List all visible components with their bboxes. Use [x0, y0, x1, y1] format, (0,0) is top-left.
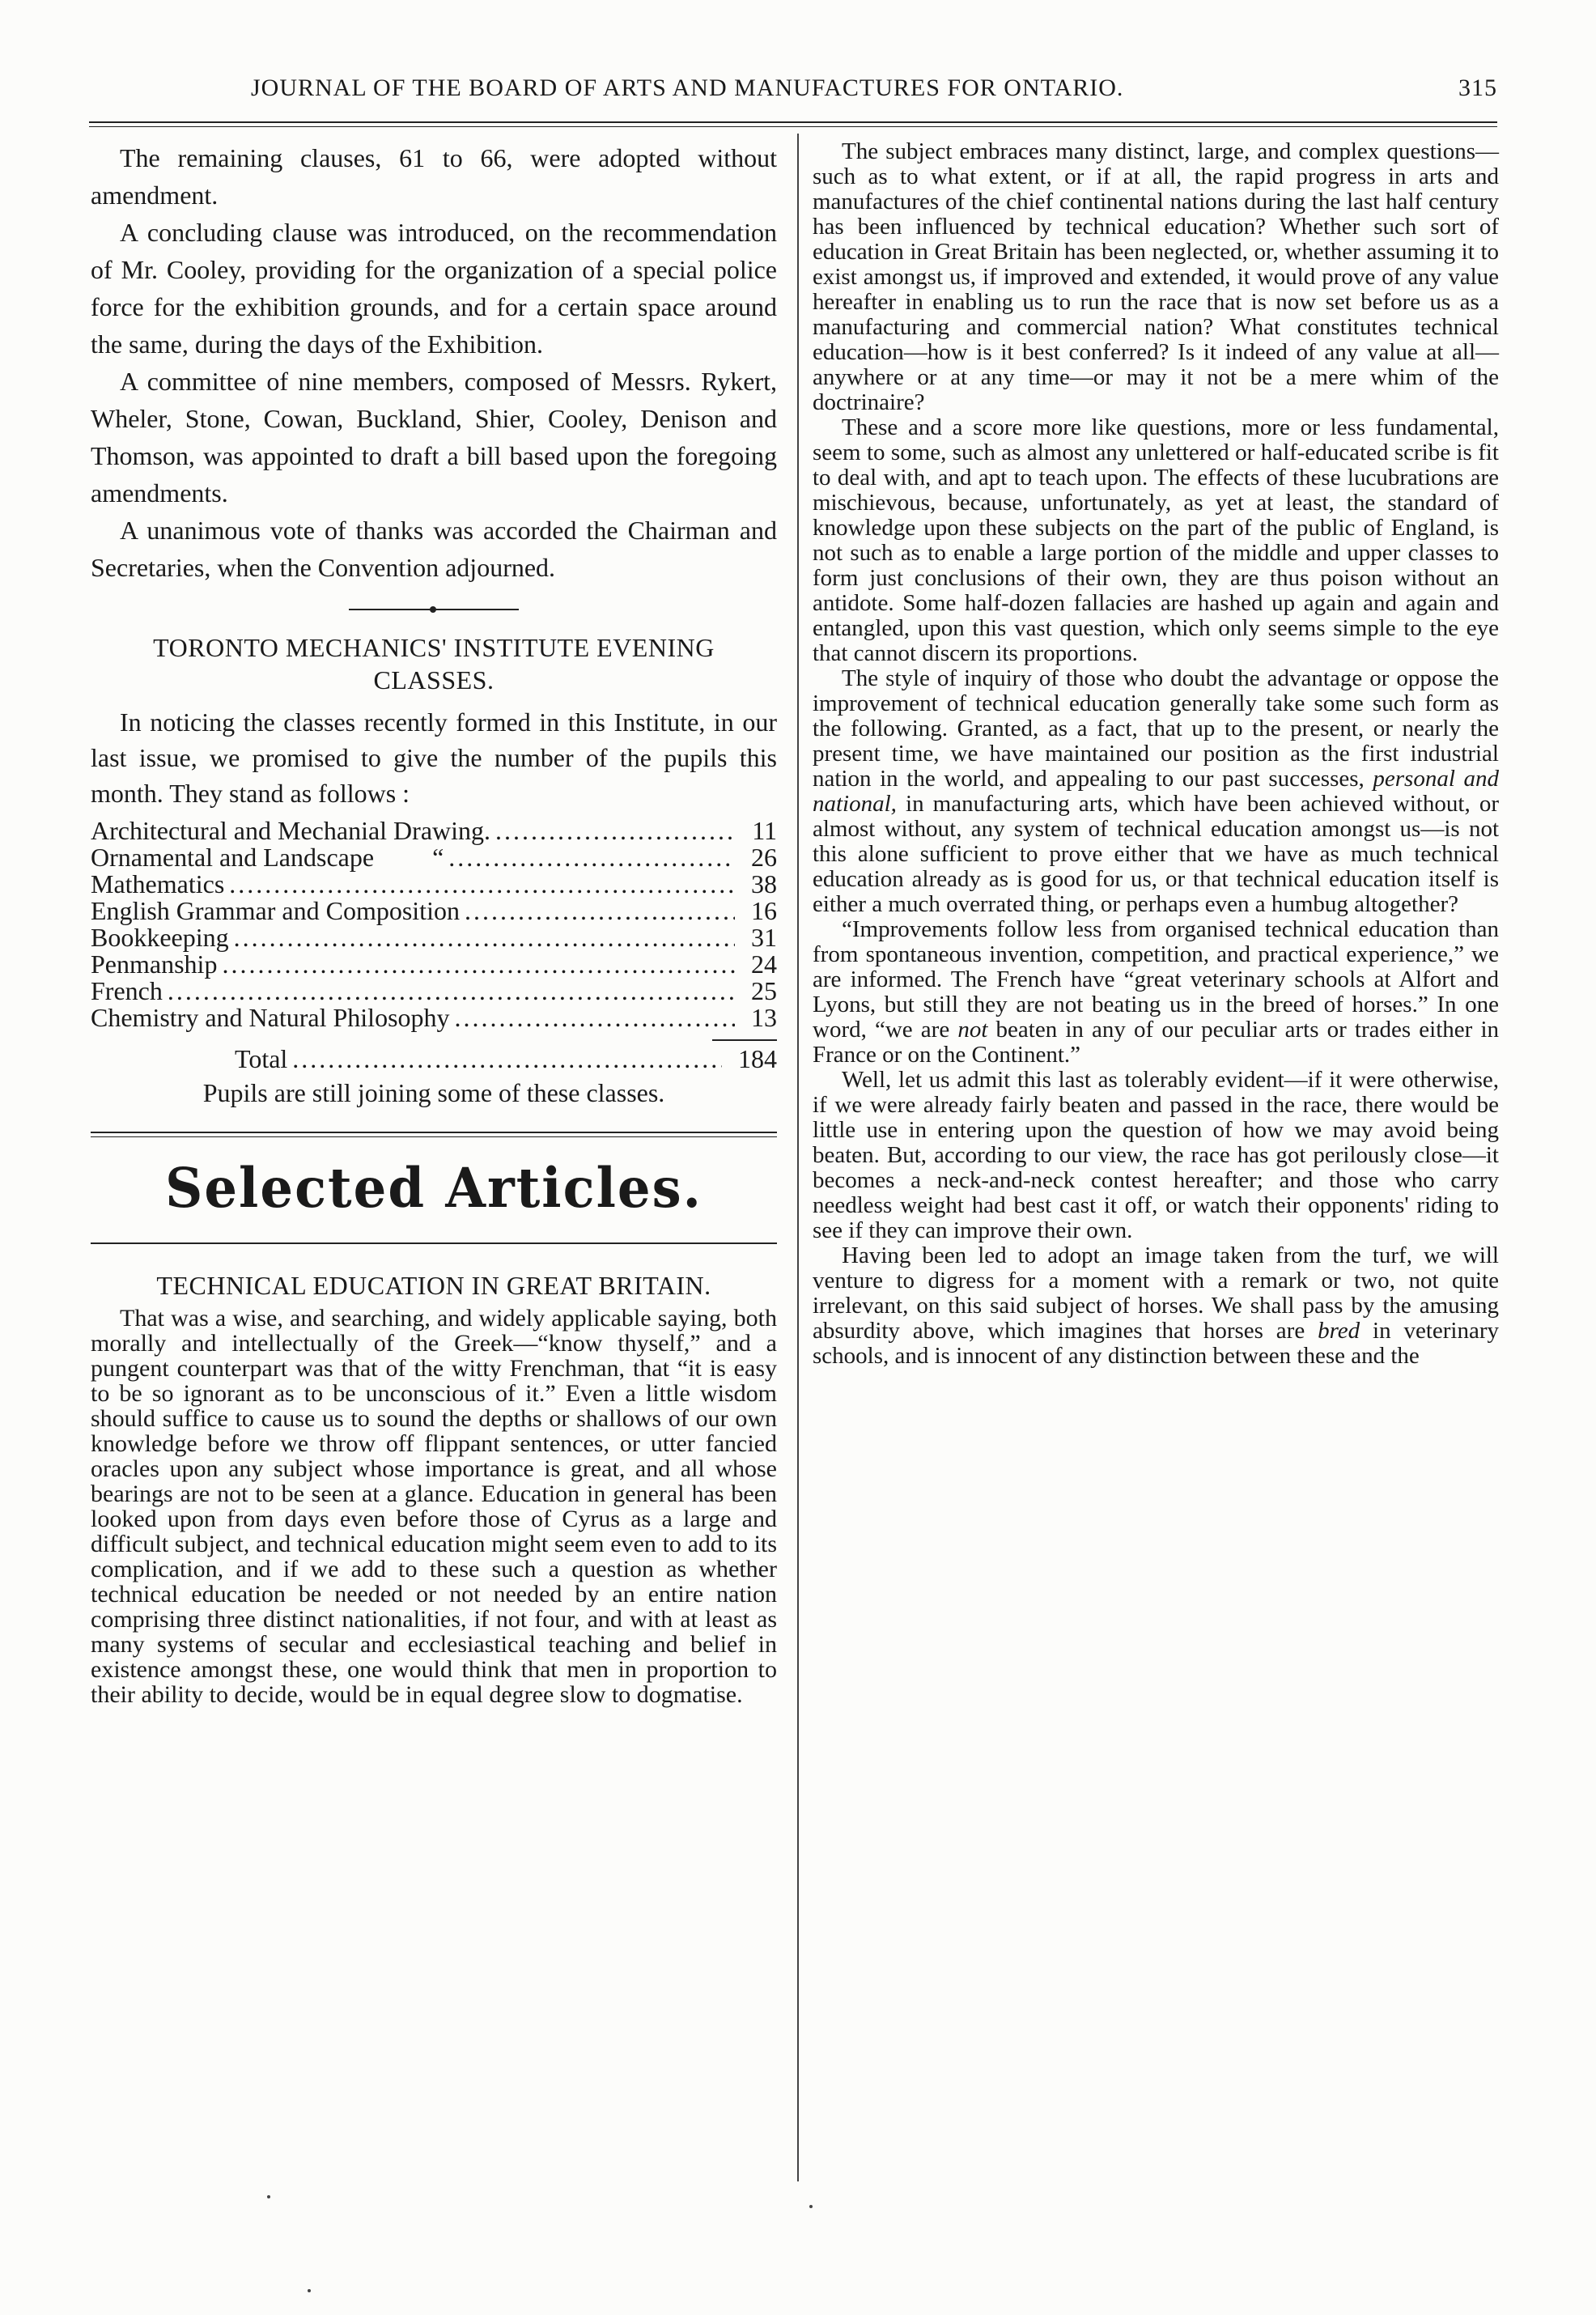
article-body [91, 1306, 777, 1707]
paragraph: These and a score more like questions, more or less fundamental, seem to some, such as almost any unlettered or half-educated scribe is fit to deal with, and apt to teach upon. The effects of these lucubrations are mischievous, because, unfortunately, as yet at least, the standard of knowledge upon these subjects on the part of the public of England, is not such as to enable a large portion of the middle and upper classes to form just conclusions of their own, they are thus poison without an antidote. Some half-dozen fallacies are hashed up again and again and entangled, upon this vast question, which only seems simple to the eye that cannot discern its proportions. [813, 414, 1499, 666]
class-count: 16 [751, 896, 777, 925]
class-name: Architectural and Mechanial Drawing. [91, 816, 491, 845]
paragraph [813, 917, 1499, 1068]
leader-dots [168, 978, 735, 1005]
italic-run: personal and national, [813, 766, 1499, 817]
class-name: Mathematics [91, 869, 225, 898]
left-column [91, 139, 777, 1707]
paragraph: The remaining clauses, 61 to 66, were adopted without amendment. [91, 143, 777, 210]
total-row [91, 1044, 777, 1073]
class-row [91, 1005, 777, 1031]
text-run: “Improvements follow less from organised technical education than from spontaneous invention, competition, and practical experience,” we are informed. The French have “great veterinary schools at Alfort and Lyons, but still they are not beating us in the breed of horses.” In one word, “we are [813, 916, 1499, 1043]
classes-note: Pupils are still joining some of these classes. [202, 1078, 665, 1107]
print-speck [267, 2195, 270, 2198]
class-name: Bookkeeping [91, 923, 229, 952]
institute-heading: TORONTO MECHANICS' INSTITUTE EVENING CLASSES. [153, 633, 715, 694]
class-row [91, 818, 777, 844]
print-speck [809, 2205, 813, 2208]
class-count: 38 [751, 869, 777, 898]
italic-run: not [957, 1017, 988, 1043]
class-name: French [91, 976, 163, 1005]
leader-dots [465, 898, 735, 924]
class-row [91, 978, 777, 1005]
leader-dots [292, 1044, 722, 1073]
class-row [91, 924, 777, 951]
class-count: 25 [751, 976, 777, 1005]
paragraph: A unanimous vote of thanks was accorded the Chairman and Secretaries, when the Convention adjourned. [91, 516, 777, 582]
class-count: 11 [752, 816, 777, 845]
paragraph: A committee of nine members, composed of Messrs. Rykert, Wheler, Stone, Cowan, Buckland, Shier, Cooley, Denison and Thomson, was appointed to draft a bill based upon the foregoing amendments. [91, 367, 777, 508]
right-column [813, 139, 1499, 1369]
paragraph: A concluding clause was introduced, on the recommendation of Mr. Cooley, providing for the organization of a special police force for the exhibition grounds, and for a certain space around the same, during the days of the Exhibition. [91, 218, 777, 359]
paragraph: Well, let us admit this last as tolerably evident—if it were otherwise, if we were already fairly beaten and passed in the race, there would be little use in entering upon the question of how we may avoid being beaten. But, according to our view, the race has got perilously close—it becomes a neck-and-neck contest hereafter; and those who carry needless weight had best cast it off, or watch their opponents' riding to see if they can improve their own. [813, 1067, 1499, 1243]
class-count: 24 [751, 949, 777, 979]
class-count: 26 [751, 843, 777, 872]
section-separator [349, 609, 519, 610]
total-value: 184 [738, 1044, 777, 1073]
leader-dots [234, 924, 735, 951]
selected-articles-banner: Selected Articles. [165, 1157, 702, 1221]
text-run: The style of inquiry of those who doubt the advantage or oppose the improvement of technical education generally take some such form as the following. Granted, as a fact, that up to the present, or nearly the present time, we have maintained our position as the first industrial nation in the world, and appealing to our past successes, [813, 665, 1499, 792]
class-name: Penmanship [91, 949, 218, 979]
leader-dots [455, 1005, 735, 1031]
paragraph [813, 1243, 1499, 1369]
class-row [91, 844, 777, 871]
class-count: 13 [751, 1003, 777, 1032]
text-run: Having been led to adopt an image taken from the turf, we will venture to digress for a moment with a remark or two, not quite irrelevant, on this said subject of horses. We shall pass by the amusing absurdity above, which imagines that horses are [813, 1242, 1499, 1344]
class-name: English Grammar and Composition [91, 896, 460, 925]
print-speck [308, 2289, 311, 2292]
class-count: 31 [751, 923, 777, 952]
running-head-title: JOURNAL OF THE BOARD OF ARTS AND MANUFACTURES FOR ONTARIO. [251, 74, 1124, 101]
leader-dots [495, 818, 735, 844]
italic-run: bred [1318, 1318, 1360, 1344]
banner-bottom-rule [91, 1242, 777, 1244]
header-rule [89, 121, 1497, 127]
leader-dots [229, 871, 735, 898]
leader-dots [222, 951, 735, 978]
page-number: 315 [1458, 74, 1497, 101]
class-row [91, 871, 777, 898]
paragraph: The subject embraces many distinct, large, and complex questions—such as to what extent, or if at all, the rapid progress in arts and manufactures of the chief continental nations during the last half century has been influenced by technical education? Whether such sort of education in Great Britain has been neglected, or, whether assuming it to exist amongst us, if improved and extended, it would prove of any value hereafter in enabling us to run the race that is now set before us as a manufacturing and commercial nation? What constitutes technical education—how is it best conferred? Is it indeed of any value at all—anywhere or at any time—or may it not be a mere whim of the doctrinaire? [813, 138, 1499, 415]
text-run: in veterinary schools, and is innocent of any distinction between these and the [813, 1318, 1499, 1369]
banner-top-rule [91, 1132, 777, 1137]
total-label: Total [235, 1044, 288, 1073]
class-row [91, 951, 777, 978]
paragraph [813, 666, 1499, 917]
article-paragraph: That was a wise, and searching, and widely applicable saying, both morally and intellectually of the Greek—“know thyself,” and a pungent counterpart was that of the witty Frenchman, that “it is easy to be so ignorant as to be unconscious of it.” Even a little wisdom should suffice to cause us to sound the depths or shallows of our own knowledge before we throw off flippant sentences, or utter fancied oracles upon any subject whose importance is great, and all whose bearings are not to be seen at a glance. Education in general has been looked upon from days even before those of Cyrus as a large and difficult subject, and technical education might seem even to add to its complication, and if we add to these such a question as whether technical education be needed or not needed by an entire nation comprising three distinct nationalities, if not four, and with at least as many systems of secular and ecclesiastical teaching and belief in existence amongst these, one would think that men in proportion to their ability to decide, would be in equal degree slow to dogmatise. [91, 1305, 777, 1708]
class-name: Ornamental and Landscape “ [91, 843, 444, 872]
class-name: Chemistry and Natural Philosophy [91, 1003, 450, 1032]
text-run: beaten in any of our peculiar arts or trades either in France or on the Continent.” [813, 1017, 1499, 1068]
article-heading: TECHNICAL EDUCATION IN GREAT BRITAIN. [156, 1271, 711, 1300]
text-run: in manufacturing arts, which have been achieved without, or almost without, any system of technical education amongst us—is not this alone sufficient to prove either that we have as much technical education already as is good for us, or that technical education itself is either a much overrated thing, or perhaps even a humbug altogether? [813, 791, 1499, 917]
column-divider [797, 134, 799, 2181]
institute-intro: In noticing the classes recently formed in this Institute, in our last issue, we promised to give the number of the pupils this month. They stand as follows : [91, 707, 777, 808]
leader-dots [448, 844, 735, 871]
class-list [91, 818, 777, 1031]
class-row [91, 898, 777, 924]
total-rule [712, 1039, 777, 1041]
